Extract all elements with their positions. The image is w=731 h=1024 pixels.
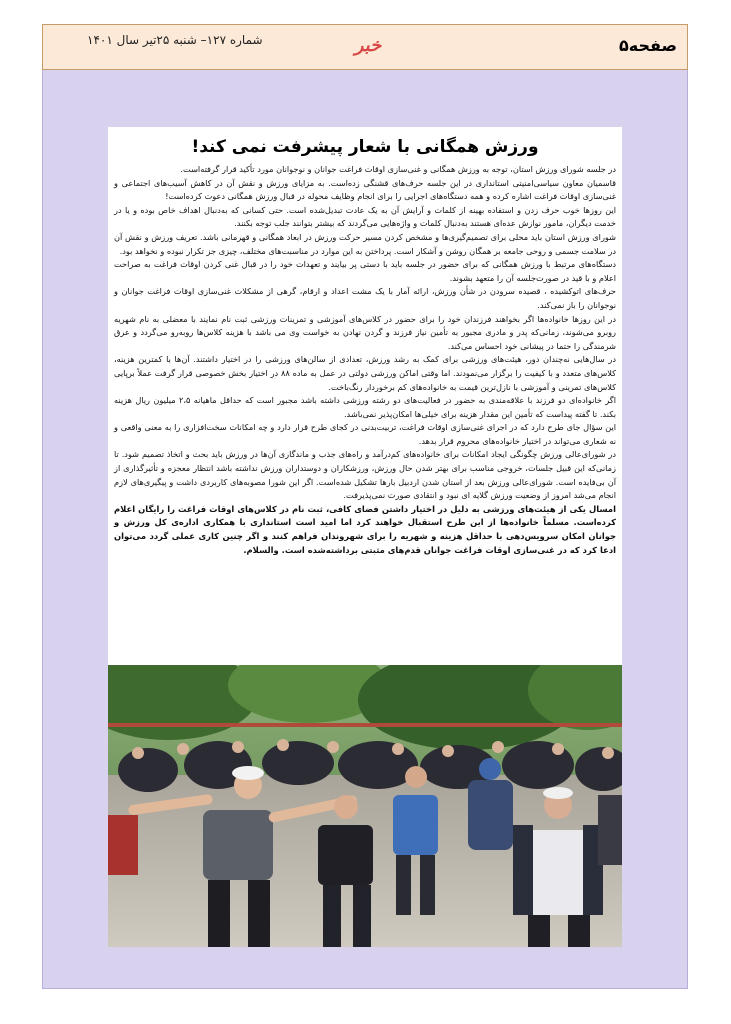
article-paragraph: دستگاه‌های مرتبط با ورزش همگانی که برای حضور در جلسه باید با دستی پر بیایند و تعهدات خود را در قبال غنی کردن اوقات فراغت به صراحت اعلام و با قید در صورت‌جلسه آن را متعهد بشوند.	[114, 259, 616, 283]
article-paragraph: این سؤال جای طرح دارد که در اجرای غنی‌سازی اوقات فراغت، تربیت‌بدنی در کجای طرح قرار دارد و چه امکانات سخت‌افزاری را به معنی واقعی و نه شعاری می‌تواند در اختیار خانواده‌های محروم قرار بدهد.	[114, 422, 616, 446]
article-paragraph: قاسمیان معاون سیاسی‌امنیتی استانداری در این جلسه حرف‌های قشنگی زده‌است. به مزایای ورزش و نقش آن در کاهش آسیب‌های اجتماعی و غنی‌سازی اوقات فراغت اشاره کرده و همه دستگاه‌های اجرایی را برای انجام وظایف محوله در قبال ورزش همگانی دعوت کرده‌است!	[114, 177, 616, 202]
article-paragraph: در این روزها خانواده‌ها اگر بخواهند فرزندان خود را برای حضور در کلاس‌های آموزشی و تمرینات ورزشی ثبت نام نمایند با معضلی به نام شهریه روبرو می‌شوند، زمانی‌که پدر و مادری مجبور به تأمین نیاز فرزند و گردن نهادن به خواست وی می باشد با هزینه کلاس‌ها روبه‌رو می‌گردد و عرق شرمندگی را حتما در پیشانی خود احساس می‌کند.	[114, 313, 616, 351]
article-body	[108, 163, 622, 557]
group-exercise-photo	[108, 665, 622, 947]
page-header	[42, 24, 688, 70]
article-paragraph: در سال‌هایی نه‌چندان دور، هیئت‌های ورزشی برای کمک به رشد ورزش، تعدادی از سالن‌های ورزشی را در اختیار داشتند. آن‌ها با کمترین هزینه، کلاس‌های متعدد و با کیفیت را برگزار می‌نمودند. اما وقتی اماکن ورزشی دولتی در عمل به ماده ۸۸ در اختیار بخش خصوصی قرار گرفت عملاً برپایی کلاس‌های تمرینی و آموزشی با نازل‌ترین قیمت به خانواده‌های کم برخوردار رنگ‌باخت.	[114, 354, 616, 392]
article-title: ورزش همگانی با شعار پیشرفت نمی کند!	[191, 137, 539, 157]
article-bold-paragraph: امسال یکی از هیئت‌های ورزشی به دلیل در اختیار داشتن فضای کافی، ثبت نام در کلاس‌های اوقات فراغت را رایگان اعلام کرده‌است. مسلماً خانواده‌ها از این طرح استقبال خواهند کرد اما امید است استانداری با همکاری اداره‌ی کل ورزش و جوانان امکان سرویس‌دهی با حداقل هزینه و شهریه را برای شهروندان فراهم کنند و اگر چنین کاری عملی گردد می‌توان ادعا کرد که در غنی‌سازی اوقات فراغت جوانان قدم‌های مثبتی برداشته‌شده است. والسلام.	[114, 503, 616, 555]
article-paragraph: در جلسه شورای ورزش استان، توجه به ورزش همگانی و غنی‌سازی اوقات فراغت جوانان و نوجوانان مورد تأکید قرار گرفته‌است.	[180, 164, 616, 174]
article-paragraph: این روزها خوب حرف زدن و استفاده بهینه از کلمات و آرایش آن به یک عادت تبدیل‌شده است. حتی کسانی که به‌دنبال اهداف خاص بوده و یا در خدمت دیگران، مامور نوازش عده‌ای هستند به‌دنبال کلمات و واژه‌هایی می‌گردند که بیشتر بتوانند جلب توجه بکنند.	[114, 204, 616, 229]
newspaper-logo: خبر	[354, 35, 382, 56]
article-paragraph: اگر خانواده‌ای دو فرزند با علاقه‌مندی به حضور در فعالیت‌های دو رشته ورزشی داشته باشد مجبور است که حداقل ماهیانه ۲،۵ میلیون ریال هزینه بکند. تا گفته پیداست که تأمین این مقدار هزینه برای خیلی‌ها امکان‌پذیر نمی‌باشد.	[114, 395, 616, 419]
article-paragraph: شورای ورزش استان باید محلی برای تصمیم‌گیری‌ها و مشخص کردن مسیر حرکت ورزش در ابعاد همگانی و قهرمانی باشد. تعریف ورزش و نقش آن در سلامت جسمی و روحی جامعه بر همگان روشن و آشکار است. پرداختن به این موارد در مناسبت‌های مختلف، چیزی جز تکرار نبوده و نخواهد بود.	[114, 231, 616, 256]
article-paragraph: در شورای‌عالی ورزش چگونگی ایجاد امکانات برای خانواده‌های کم‌درآمد و راه‌های جذب و ماندگاری آن‌ها در ورزش باید بحث و اتخاذ تصمیم شود. تا زمانی‌که این قبیل جلسات، خروجی مناسب برای بهتر شدن حال ورزش، ورزشکاران و دوستداران ورزش نداشته باشد انتظار معجزه و تأثیرگذاری از آن بی‌فایده است. شورای‌عالی ورزش بعد از استان شدن اردبیل بارها تشکیل شده‌است. اگر این شورا مصوبه‌های کاربردی داشت و پیگیری‌های لازم انجام می‌شد امروز از وضعیت ورزش گلایه ای نبود و انتقادی صورت نمی‌پذیرفت.	[114, 449, 616, 501]
article-paragraph: حرف‌های اتوکشیده ، قصیده سرودن در شأن ورزش، ارائه آمار با یک مشت اعداد و ارقام، گرهی از مشکلات غنی‌سازی اوقات فراغت جوانان و نوجوانان را باز نمی‌کند.	[114, 286, 616, 310]
article	[108, 127, 622, 947]
page-number: صفحه۵	[619, 36, 677, 55]
issue-info: شماره ۱۲۷– شنبه ۲۵تیر سال ۱۴۰۱	[87, 33, 263, 47]
